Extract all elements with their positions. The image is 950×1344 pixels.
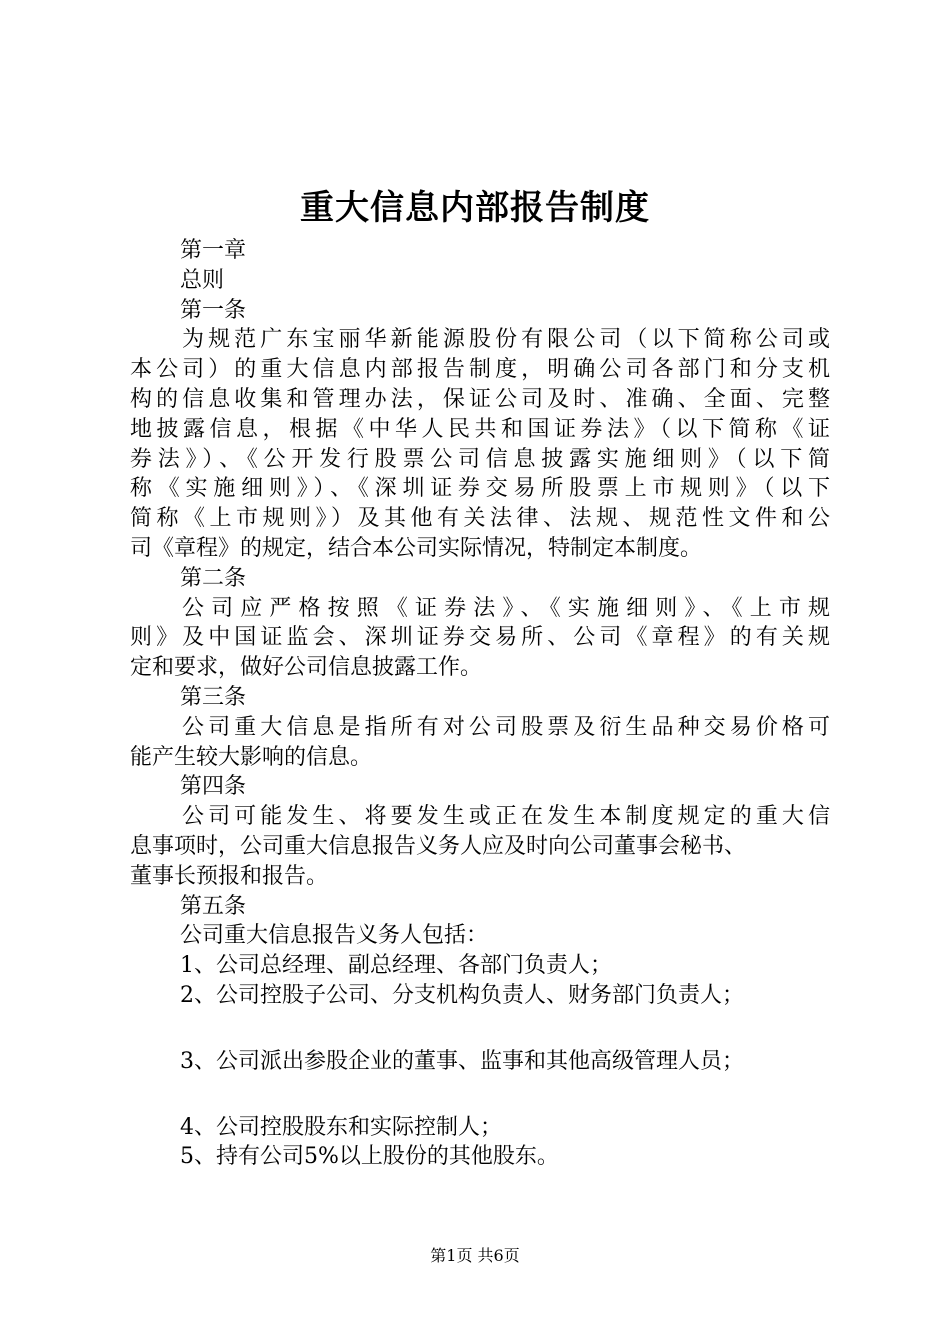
article-4-line: 公司可能发生、将要发生或正在发生本制度规定的重大信 [182,804,830,830]
article-4-heading: 第四条 [180,774,247,800]
article-2-line: 则》及中国证监会、深圳证券交易所、公司《章程》的有关规 [130,625,830,651]
article-5-item: 1、公司总经理、副总经理、各部门负责人； [180,953,612,979]
article-1-line: 券法》）、《公开发行股票公司信息披露实施细则》（以下简 [130,446,830,472]
article-1-line: 司《章程》的规定，结合本公司实际情况，特制定本制度。 [130,535,703,561]
article-5-item: 5、持有公司5%以上股份的其他股东。 [180,1144,559,1170]
document-title: 重大信息内部报告制度 [300,188,650,228]
article-1-line: 本公司）的重大信息内部报告制度，明确公司各部门和分支机 [130,357,830,383]
article-2-line: 定和要求，做好公司信息披露工作。 [130,655,483,681]
article-4-line: 息事项时，公司重大信息报告义务人应及时向公司董事会秘书、 [130,833,747,859]
chapter-number: 第一章 [180,238,247,263]
blank-line [130,1077,830,1113]
article-1-line: 称《实施细则》）、《深圳证券交易所股票上市规则》（以下 [130,476,830,502]
page-footer: 第1页 共6页 [430,1246,520,1265]
blank-line [130,1011,830,1047]
document-body [130,236,830,1172]
article-5-item: 4、公司控股股东和实际控制人； [180,1114,502,1140]
article-5-item: 2、公司控股子公司、分支机构负责人、财务部门负责人； [180,982,744,1008]
article-1-line: 为规范广东宝丽华新能源股份有限公司（以下简称公司或 [182,327,830,353]
article-1-line: 构的信息收集和管理办法，保证公司及时、准确、全面、完整 [130,386,830,412]
article-3-line: 能产生较大影响的信息。 [130,744,373,770]
article-1-line: 简称《上市规则》）及其他有关法律、法规、规范性文件和公 [130,506,830,532]
article-5-intro: 公司重大信息报告义务人包括： [180,923,489,949]
article-4-line: 董事长预报和报告。 [130,863,329,889]
article-5-heading: 第五条 [180,893,247,919]
article-2-heading: 第二条 [180,565,247,591]
article-3-heading: 第三条 [180,684,247,710]
article-3-line: 公司重大信息是指所有对公司股票及衍生品种交易价格可 [182,714,830,740]
article-2-line: 公司应严格按照《证券法》、《实施细则》、《上市规 [182,595,830,621]
article-5-item: 3、公司派出参股企业的董事、监事和其他高级管理人员； [180,1048,744,1074]
article-1-line: 地披露信息，根据《中华人民共和国证券法》（以下简称《证 [130,416,830,442]
article-1-heading: 第一条 [180,297,247,323]
chapter-name: 总则 [180,267,225,293]
